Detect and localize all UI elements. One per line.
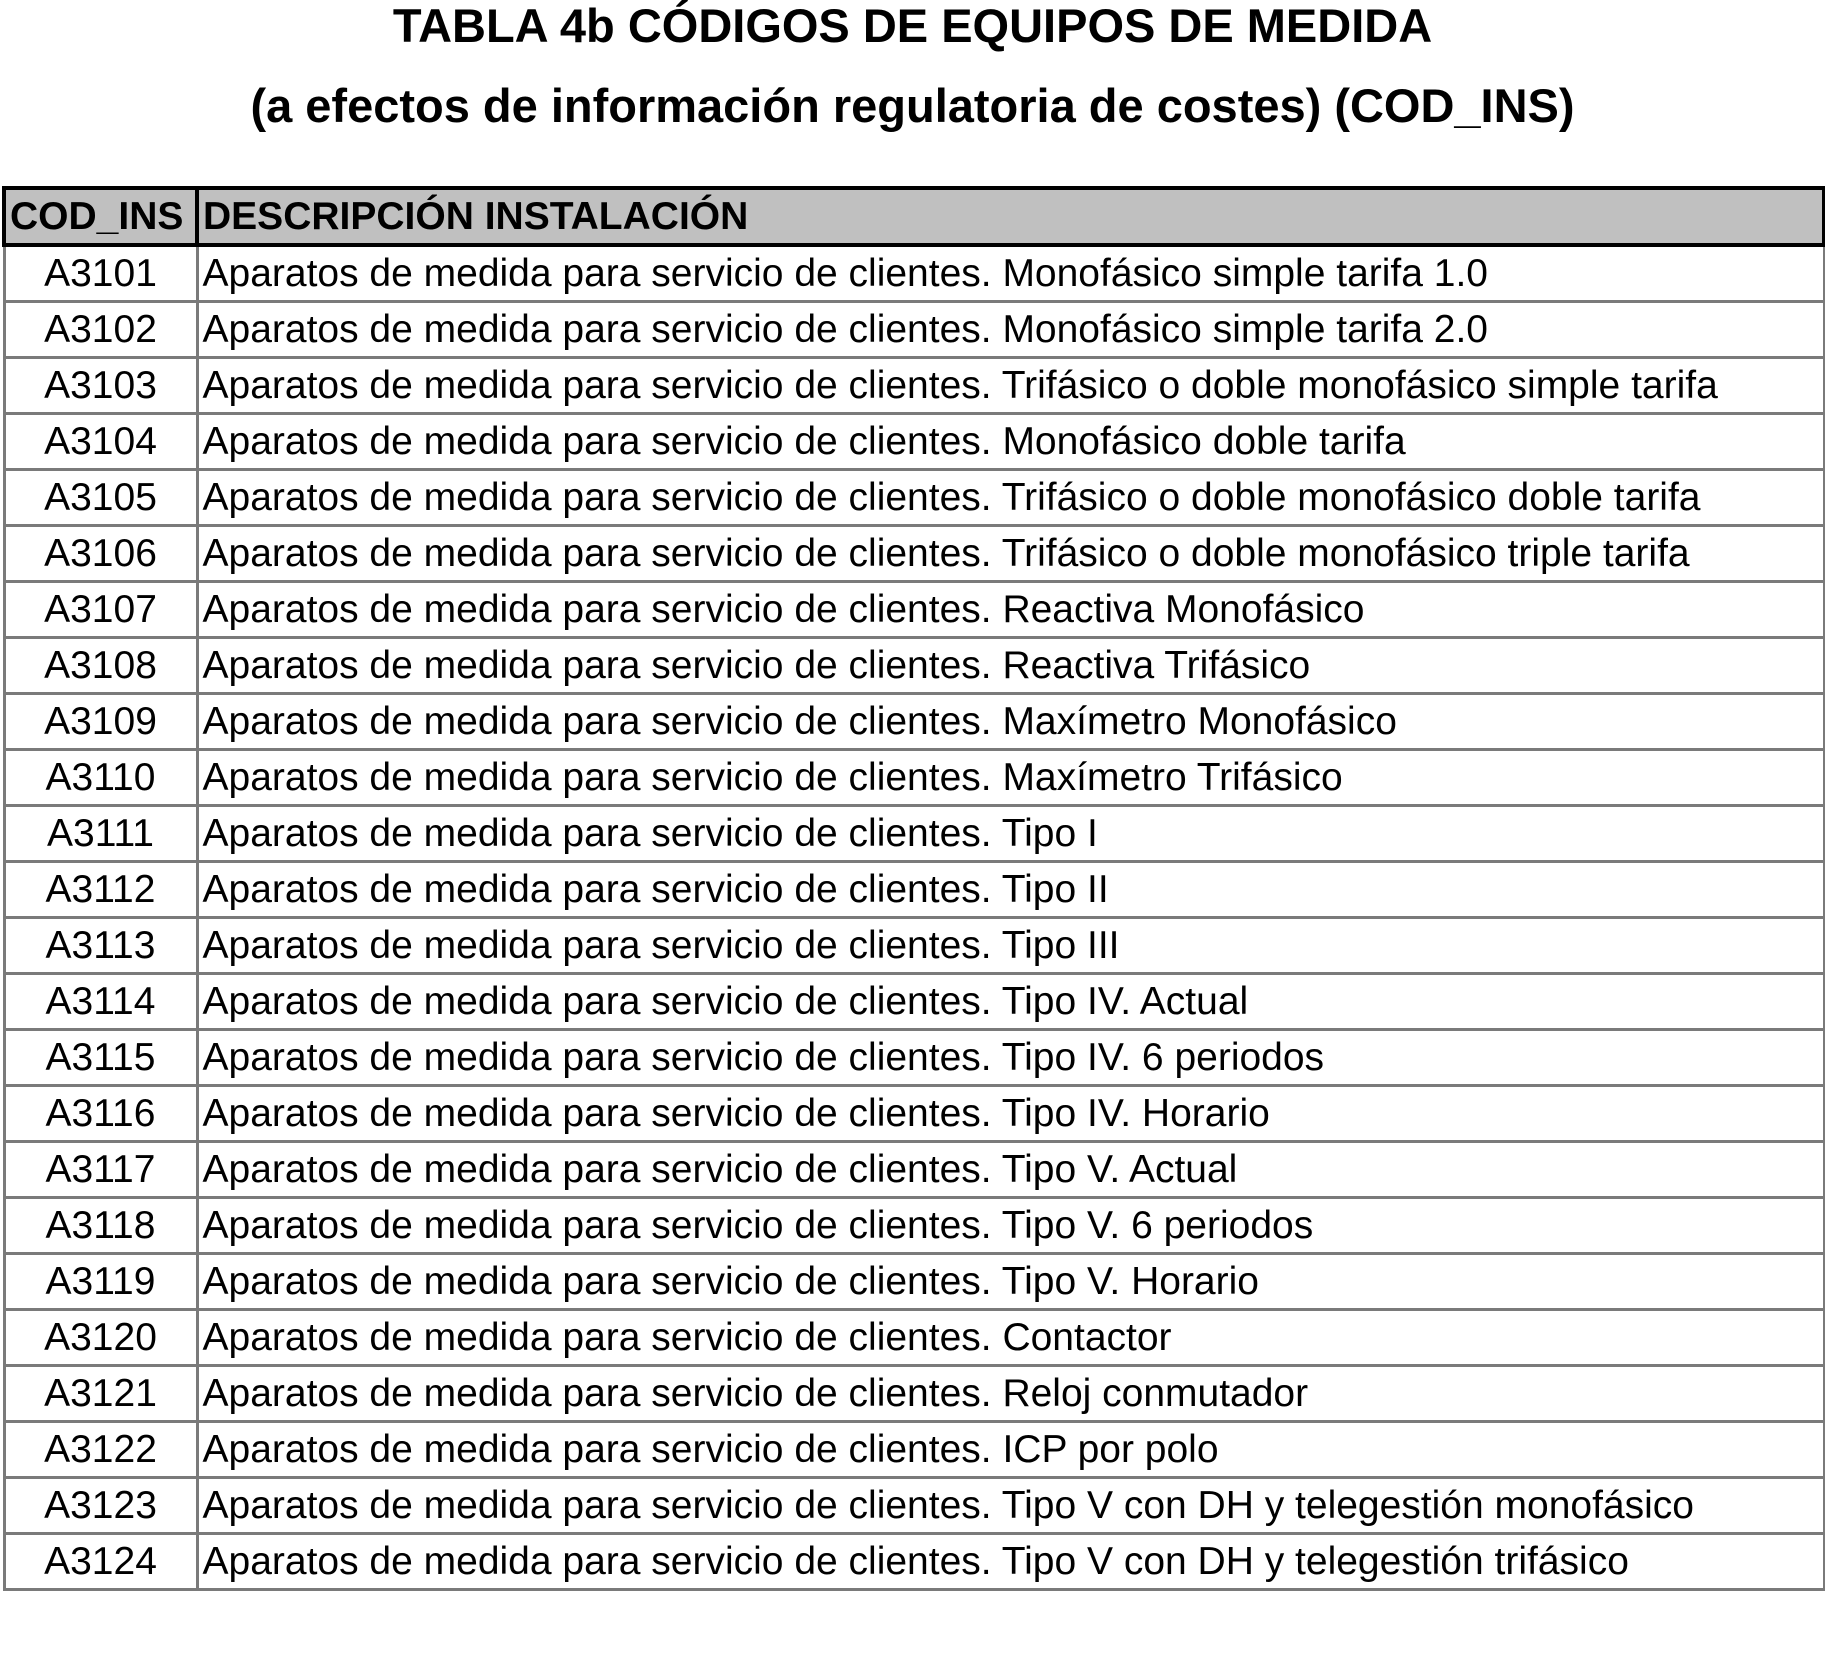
cell-code: A3101 <box>4 245 197 302</box>
cell-description: Aparatos de medida para servicio de clientes. Tipo IV. 6 periodos <box>197 1030 1824 1086</box>
table-row <box>4 638 1824 694</box>
cell-code: A3121 <box>4 1366 197 1422</box>
cell-code: A3103 <box>4 358 197 414</box>
column-header-code: COD_INS <box>4 188 197 245</box>
cell-description: Aparatos de medida para servicio de clientes. Reactiva Monofásico <box>197 582 1824 638</box>
document-title: TABLA 4b CÓDIGOS DE EQUIPOS DE MEDIDA <box>392 0 1433 52</box>
document-subtitle: (a efectos de información regulatoria de costes) (COD_INS) <box>250 79 1575 132</box>
cell-description: Aparatos de medida para servicio de clientes. Trifásico o doble monofásico doble tarifa <box>197 470 1824 526</box>
cell-description: Aparatos de medida para servicio de clientes. Reactiva Trifásico <box>197 638 1824 694</box>
cell-code: A3104 <box>4 414 197 470</box>
table-row <box>4 918 1824 974</box>
cell-description: Aparatos de medida para servicio de clientes. Tipo IV. Actual <box>197 974 1824 1030</box>
cell-description: Aparatos de medida para servicio de clientes. Tipo V. 6 periodos <box>197 1198 1824 1254</box>
cell-code: A3118 <box>4 1198 197 1254</box>
table-row <box>4 1534 1824 1590</box>
table-row <box>4 414 1824 470</box>
column-header-description: DESCRIPCIÓN INSTALACIÓN <box>197 188 1824 245</box>
cell-code: A3116 <box>4 1086 197 1142</box>
table-row <box>4 1478 1824 1534</box>
cell-code: A3123 <box>4 1478 197 1534</box>
cell-code: A3109 <box>4 694 197 750</box>
cell-description: Aparatos de medida para servicio de clientes. Tipo V con DH y telegestión trifásico <box>197 1534 1824 1590</box>
table-row <box>4 1030 1824 1086</box>
cell-code: A3120 <box>4 1310 197 1366</box>
cell-code: A3114 <box>4 974 197 1030</box>
table-row <box>4 358 1824 414</box>
cell-code: A3106 <box>4 526 197 582</box>
table-row <box>4 245 1824 302</box>
cell-code: A3105 <box>4 470 197 526</box>
table-row <box>4 1254 1824 1310</box>
codes-table-container <box>2 186 1822 1591</box>
cell-code: A3115 <box>4 1030 197 1086</box>
table-body <box>4 245 1824 1590</box>
table-row <box>4 1366 1824 1422</box>
table-row <box>4 1198 1824 1254</box>
cell-description: Aparatos de medida para servicio de clientes. Reloj conmutador <box>197 1366 1824 1422</box>
cell-code: A3102 <box>4 302 197 358</box>
cell-description: Aparatos de medida para servicio de clientes. Monofásico simple tarifa 2.0 <box>197 302 1824 358</box>
cell-description: Aparatos de medida para servicio de clientes. Tipo V. Actual <box>197 1142 1824 1198</box>
table-row <box>4 1422 1824 1478</box>
cell-description: Aparatos de medida para servicio de clientes. Tipo III <box>197 918 1824 974</box>
table-row <box>4 862 1824 918</box>
table-row <box>4 974 1824 1030</box>
table-row <box>4 1310 1824 1366</box>
cell-description: Aparatos de medida para servicio de clientes. Tipo IV. Horario <box>197 1086 1824 1142</box>
codes-table <box>2 186 1825 1591</box>
cell-code: A3122 <box>4 1422 197 1478</box>
cell-description: Aparatos de medida para servicio de clientes. Tipo V. Horario <box>197 1254 1824 1310</box>
cell-description: Aparatos de medida para servicio de clientes. ICP por polo <box>197 1422 1824 1478</box>
cell-code: A3111 <box>4 806 197 862</box>
cell-code: A3119 <box>4 1254 197 1310</box>
table-row <box>4 1142 1824 1198</box>
table-row <box>4 470 1824 526</box>
cell-description: Aparatos de medida para servicio de clientes. Contactor <box>197 1310 1824 1366</box>
table-row <box>4 526 1824 582</box>
table-header <box>4 188 1824 245</box>
cell-code: A3124 <box>4 1534 197 1590</box>
cell-description: Aparatos de medida para servicio de clientes. Tipo V con DH y telegestión monofásico <box>197 1478 1824 1534</box>
cell-description: Aparatos de medida para servicio de clientes. Trifásico o doble monofásico triple tarifa <box>197 526 1824 582</box>
table-row <box>4 750 1824 806</box>
table-header-row <box>4 188 1824 245</box>
table-row <box>4 302 1824 358</box>
cell-code: A3108 <box>4 638 197 694</box>
cell-code: A3113 <box>4 918 197 974</box>
cell-code: A3107 <box>4 582 197 638</box>
cell-description: Aparatos de medida para servicio de clientes. Maxímetro Trifásico <box>197 750 1824 806</box>
cell-code: A3117 <box>4 1142 197 1198</box>
cell-code: A3112 <box>4 862 197 918</box>
cell-description: Aparatos de medida para servicio de clientes. Tipo II <box>197 862 1824 918</box>
cell-description: Aparatos de medida para servicio de clientes. Monofásico doble tarifa <box>197 414 1824 470</box>
cell-description: Aparatos de medida para servicio de clientes. Trifásico o doble monofásico simple tarifa <box>197 358 1824 414</box>
table-row <box>4 582 1824 638</box>
table-row <box>4 694 1824 750</box>
cell-description: Aparatos de medida para servicio de clientes. Maxímetro Monofásico <box>197 694 1824 750</box>
cell-code: A3110 <box>4 750 197 806</box>
cell-description: Aparatos de medida para servicio de clientes. Monofásico simple tarifa 1.0 <box>197 245 1824 302</box>
table-row <box>4 1086 1824 1142</box>
cell-description: Aparatos de medida para servicio de clientes. Tipo I <box>197 806 1824 862</box>
table-row <box>4 806 1824 862</box>
